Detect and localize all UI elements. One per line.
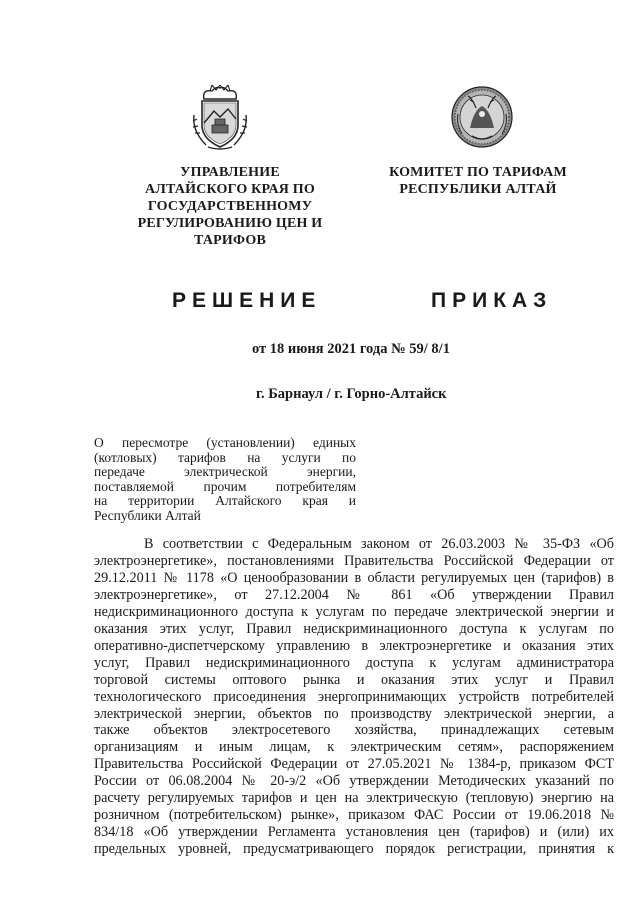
body-line: электрической энергии, объектов по производству электрической энергии, а bbox=[94, 705, 614, 722]
body-line: расчету регулируемых тарифов и цен на электрическую (тепловую) энергию на bbox=[94, 790, 614, 807]
org-name-line: АЛТАЙСКОГО КРАЯ ПО bbox=[145, 182, 315, 197]
document-date-number: от 18 июня 2021 года № 59/ 8/1 bbox=[252, 341, 450, 357]
decision-title: РЕШЕНИЕ bbox=[172, 289, 322, 312]
body-line: торговой системы оптового рынка и оказания этих услуг и Правил bbox=[94, 671, 614, 688]
subject-line: передаче электрической энергии, bbox=[94, 464, 356, 480]
body-line: электроэнергетике», постановлениями Правительства Российской Федерации от bbox=[94, 552, 614, 569]
body-line: услуг, Правил недискриминационного доступа к услугам администратора bbox=[94, 654, 614, 671]
left-organization-name bbox=[130, 164, 330, 249]
body-line: 29.12.2011 № 1178 «О ценообразовании в области регулируемых цен (тарифов) в bbox=[94, 569, 614, 586]
org-name-line: УПРАВЛЕНИЕ bbox=[180, 165, 280, 180]
body-line: недискриминационного доступа к услугам по передаче электрической энергии и bbox=[94, 603, 614, 620]
body-line: технологического присоединения энергопринимающих устройств потребителей bbox=[94, 688, 614, 705]
org-name-line: ГОСУДАРСТВЕННОМУ bbox=[147, 199, 313, 214]
subject-line: О пересмотре (установлении) единых bbox=[94, 435, 356, 450]
altai-republic-coat-of-arms-icon bbox=[450, 84, 514, 150]
body-line: организациям и иным лицам, к электрическим сетям», распоряжением bbox=[94, 739, 614, 756]
body-line: 834/18 «Об утверждении Регламента установления цен (тарифов) и (или) их bbox=[94, 824, 614, 841]
body-line: розничном (потребительском) рынке», приказом ФАС России от 19.06.2018 № bbox=[94, 807, 614, 824]
body-line: также объектов электросетевого хозяйства, принадлежащих сетевым bbox=[94, 722, 614, 739]
org-name-line: КОМИТЕТ ПО ТАРИФАМ bbox=[389, 165, 567, 180]
subject-line: Республики Алтай bbox=[94, 507, 201, 523]
document-body-paragraph bbox=[94, 536, 614, 858]
altai-krai-coat-of-arms-icon bbox=[190, 85, 250, 151]
org-name-line: РЕГУЛИРОВАНИЮ ЦЕН И bbox=[137, 216, 323, 231]
body-line: электроэнергетике», от 27.12.2004 № 861 «Об утверждении Правил bbox=[94, 586, 614, 603]
org-name-line: РЕСПУБЛИКИ АЛТАЙ bbox=[399, 182, 557, 197]
body-line: В соответствии с Федеральным законом от 26.03.2003 № 35-ФЗ «Об bbox=[144, 536, 614, 552]
body-line: России от 06.08.2004 № 20-э/2 «Об утверждении Методических указаний по bbox=[94, 773, 614, 790]
body-line: Правительства Российской Федерации от 27.05.2021 № 1384-р, приказом ФСТ bbox=[94, 756, 614, 773]
subject-line: на территории Алтайского края и bbox=[94, 493, 356, 509]
order-title: ПРИКАЗ bbox=[431, 289, 553, 312]
org-name-line: ТАРИФОВ bbox=[193, 233, 266, 248]
subject-line: поставляемой прочим потребителям bbox=[94, 478, 356, 494]
right-organization-name bbox=[378, 164, 578, 198]
body-line: предельных уровней, предусматривающего порядок регистрации, принятия к bbox=[94, 841, 614, 858]
document-place: г. Барнаул / г. Горно-Алтайск bbox=[256, 386, 447, 402]
document-subject bbox=[94, 436, 356, 524]
body-line: оказания этих услуг, Правил недискриминационного доступа к услугам по bbox=[94, 620, 614, 637]
subject-line: (котловых) тарифов на услуги по bbox=[94, 449, 356, 465]
body-line: оперативно-диспетчерскому управлению в электроэнергетике и оказания этих bbox=[94, 637, 614, 654]
